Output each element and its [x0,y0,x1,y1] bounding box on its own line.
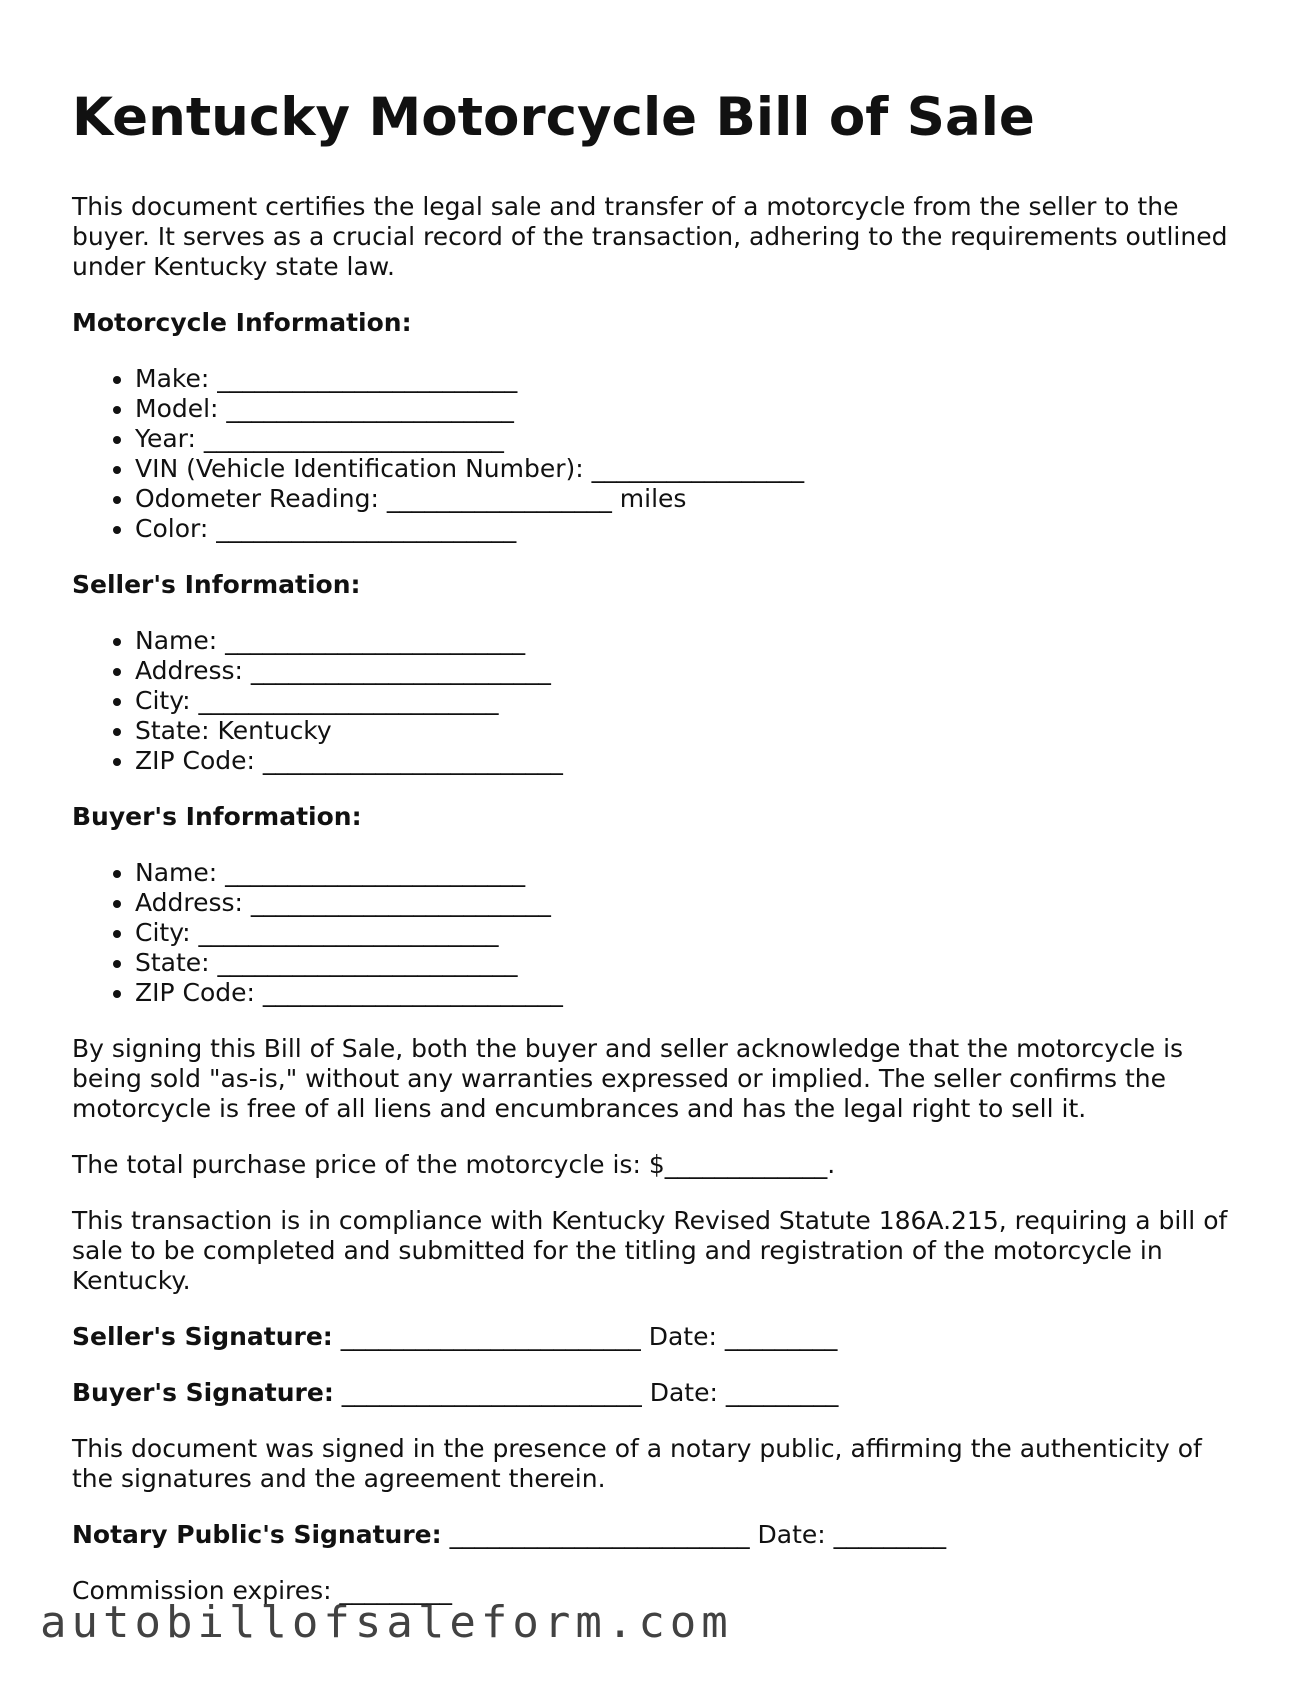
intro-paragraph: This document certifies the legal sale and transfer of a motorcycle from the seller to the buyer. It serves as a crucial record of the transaction, adhering to the requirements outlined under Kentucky state law. [72,191,1228,281]
document-page [72,88,1232,1632]
seller-zip-field: • ZIP Code: ________________________ [135,746,1232,776]
statute-paragraph: This transaction is in compliance with Kentucky Revised Statute 186A.215, requiring a bill of sale to be completed and submitted for the titling and registration of the motorcycle in Kentucky. [72,1205,1228,1295]
buyer-address-field: • Address: ________________________ [135,888,1232,918]
notary-paragraph: This document was signed in the presence of a notary public, affirming the authenticity of the signatures and the agreement therein. [72,1433,1202,1493]
seller-signature-blank: ________________________ Date: _________ [332,1321,838,1351]
as-is-paragraph: By signing this Bill of Sale, both the buyer and seller acknowledge that the motorcycle is being sold "as-is," without any warranties expressed or implied. The seller confirms the motorcycle is free of all liens and encumbrances and has the legal right to sell it. [72,1033,1184,1123]
seller-info-list [72,626,1232,776]
notary-signature-line [72,1520,1232,1550]
notary-signature-blank: ________________________ Date: _________ [441,1519,947,1549]
buyer-name-field: • Name: ________________________ [135,858,1232,888]
seller-signature-line [72,1322,1232,1352]
motorcycle-odometer-field: • Odometer Reading: __________________ miles [135,484,1232,514]
motorcycle-year-field: • Year: ________________________ [135,424,1232,454]
buyer-state-field: • State: ________________________ [135,948,1232,978]
buyer-signature-blank: ________________________ Date: _________ [333,1377,839,1407]
motorcycle-vin-field: • VIN (Vehicle Identification Number): _________________ [135,454,1232,484]
document-title: Kentucky Motorcycle Bill of Sale [72,87,1035,148]
seller-city-field: • City: ________________________ [135,686,1232,716]
motorcycle-info-list [72,364,1232,544]
buyer-signature-line [72,1378,1232,1408]
buyer-info-heading: Buyer's Information: [72,801,362,831]
purchase-price-line: The total purchase price of the motorcycle is: $_____________. [72,1149,836,1179]
buyer-info-list [72,858,1232,1008]
seller-state-field: • State: Kentucky [135,716,1232,746]
motorcycle-info-heading: Motorcycle Information: [72,307,412,337]
seller-address-field: • Address: ________________________ [135,656,1232,686]
buyer-signature-label: Buyer's Signature: [72,1377,334,1407]
seller-signature-label: Seller's Signature: [72,1321,333,1351]
seller-info-heading: Seller's Information: [72,569,361,599]
motorcycle-model-field: • Model: _______________________ [135,394,1232,424]
buyer-city-field: • City: ________________________ [135,918,1232,948]
commission-expires-line: Commission expires: _________ [72,1575,453,1605]
motorcycle-make-field: • Make: ________________________ [135,364,1232,394]
notary-signature-label: Notary Public's Signature: [72,1519,442,1549]
buyer-zip-field: • ZIP Code: ________________________ [135,978,1232,1008]
site-watermark: autobillofsaleform.com [40,1597,733,1648]
seller-name-field: • Name: ________________________ [135,626,1232,656]
motorcycle-color-field: • Color: ________________________ [135,514,1232,544]
